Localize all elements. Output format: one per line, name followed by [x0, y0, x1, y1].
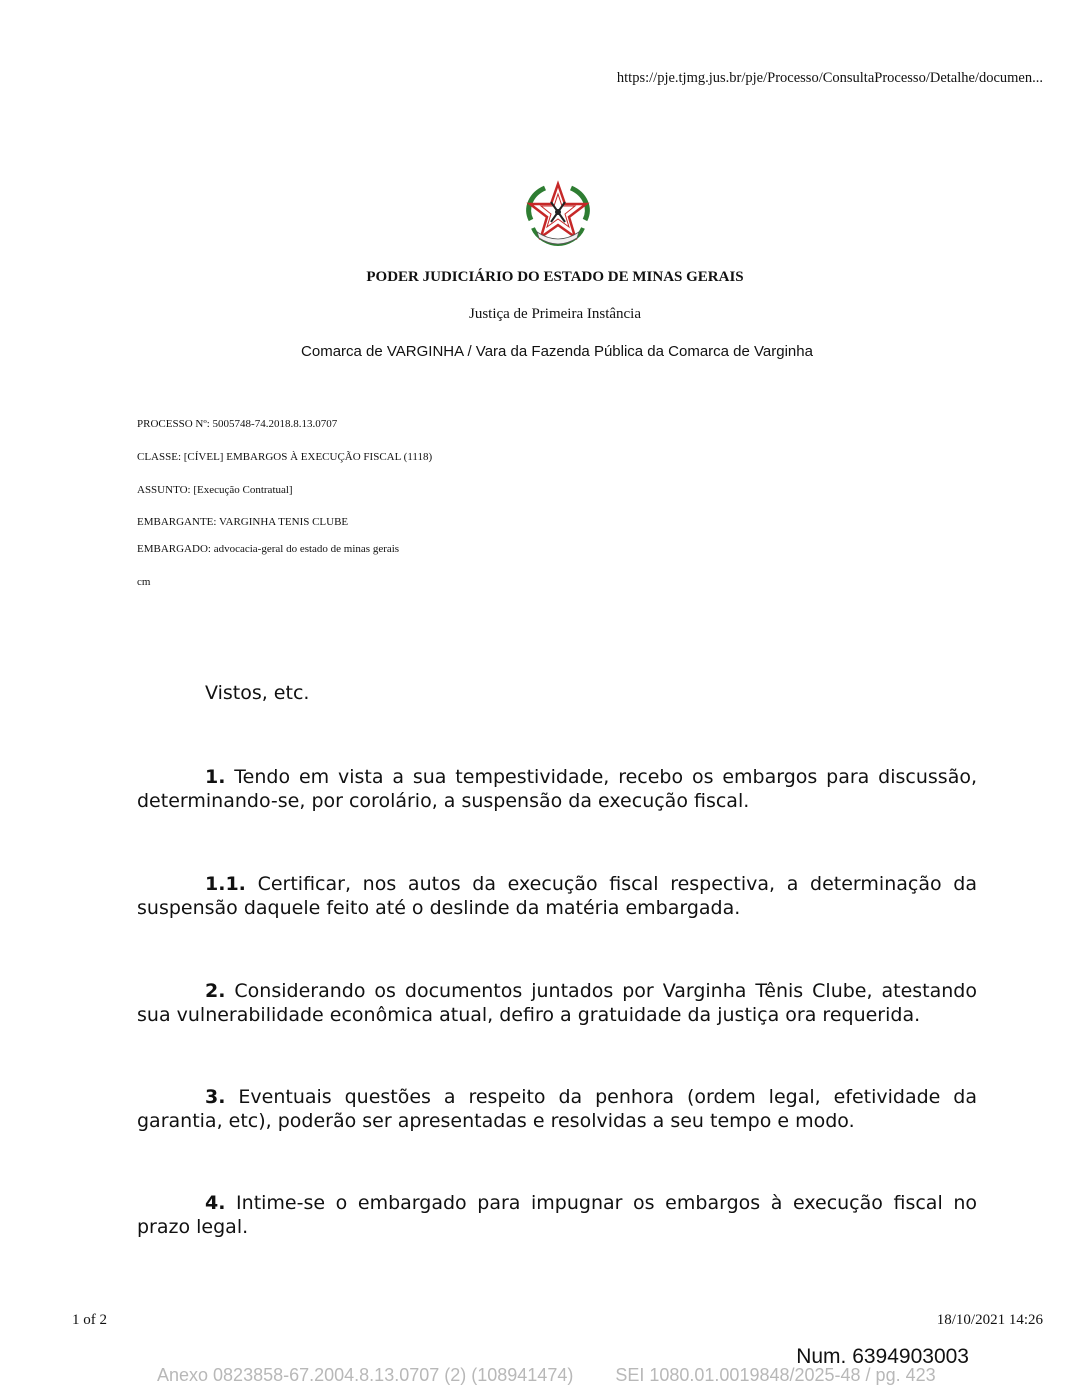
paragraph-2 — [137, 979, 977, 1027]
paragraph-text: Eventuais questões a respeito da penhora (ordem legal, efetividade da garantia, etc), poderão ser apresentadas e resolvidas a seu tempo e modo. — [137, 1086, 977, 1132]
process-number: PROCESSO Nº: 5005748-74.2018.8.13.0707 — [137, 418, 338, 430]
embargado: EMBARGADO: advocacia-geral do estado de minas gerais — [137, 543, 400, 555]
greeting: Vistos, etc. — [205, 682, 310, 704]
embargante: EMBARGANTE: VARGINHA TENIS CLUBE — [137, 516, 349, 528]
paragraph-text: Considerando os documentos juntados por Varginha Tênis Clube, atestando sua vulnerabilidade econômica atual, defiro a gratuidade da justiça ora requerida. — [137, 980, 977, 1026]
print-datetime: 18/10/2021 14:26 — [936, 1312, 1043, 1328]
paragraph-number: 1. — [205, 766, 226, 788]
page-counter: 1 of 2 — [72, 1312, 107, 1328]
paragraph-number: 2. — [205, 980, 226, 1002]
sei-reference: SEI 1080.01.0019848/2025-48 / pg. 423 — [615, 1365, 936, 1385]
paragraph-text: Tendo em vista a sua tempestividade, recebo os embargos para discussão, determinando-se, por corolário, a suspensão da execução fiscal. — [137, 766, 977, 812]
paragraph-text: Intime-se o embargado para impugnar os embargos à execução fiscal no prazo legal. — [137, 1192, 977, 1238]
court-title: PODER JUDICIÁRIO DO ESTADO DE MINAS GERAIS — [366, 269, 744, 285]
paragraph-1 — [137, 765, 977, 813]
paragraph-1-1 — [137, 872, 977, 920]
paragraph-number: 4. — [205, 1192, 226, 1214]
annex-reference: Anexo 0823858-67.2004.8.13.0707 (2) (108941474) — [157, 1365, 574, 1385]
paragraph-text: Certificar, nos autos da execução fiscal respectiva, a determinação da suspensão daquele feito até o deslinde da matéria embargada. — [137, 873, 977, 919]
process-class: CLASSE: [CÍVEL] EMBARGOS À EXECUÇÃO FISCAL (1118) — [137, 451, 433, 463]
court-instance: Justiça de Primeira Instância — [468, 306, 642, 322]
paragraph-number: 3. — [205, 1086, 226, 1108]
annex-watermark — [157, 1365, 936, 1386]
paragraph-4 — [137, 1191, 977, 1239]
author-initials: cm — [137, 576, 151, 588]
process-subject: ASSUNTO: [Execução Contratual] — [137, 484, 293, 496]
document-url: https://pje.tjmg.jus.br/pje/Processo/ConsultaProcesso/Detalhe/documen... — [616, 70, 1043, 86]
court-comarca: Comarca de VARGINHA / Vara da Fazenda Pública da Comarca de Varginha — [301, 343, 813, 360]
paragraph-3 — [137, 1085, 977, 1133]
paragraph-number: 1.1. — [205, 873, 246, 895]
coat-of-arms-icon — [517, 180, 599, 248]
document-number: Num. 6394903003 — [796, 1345, 969, 1368]
